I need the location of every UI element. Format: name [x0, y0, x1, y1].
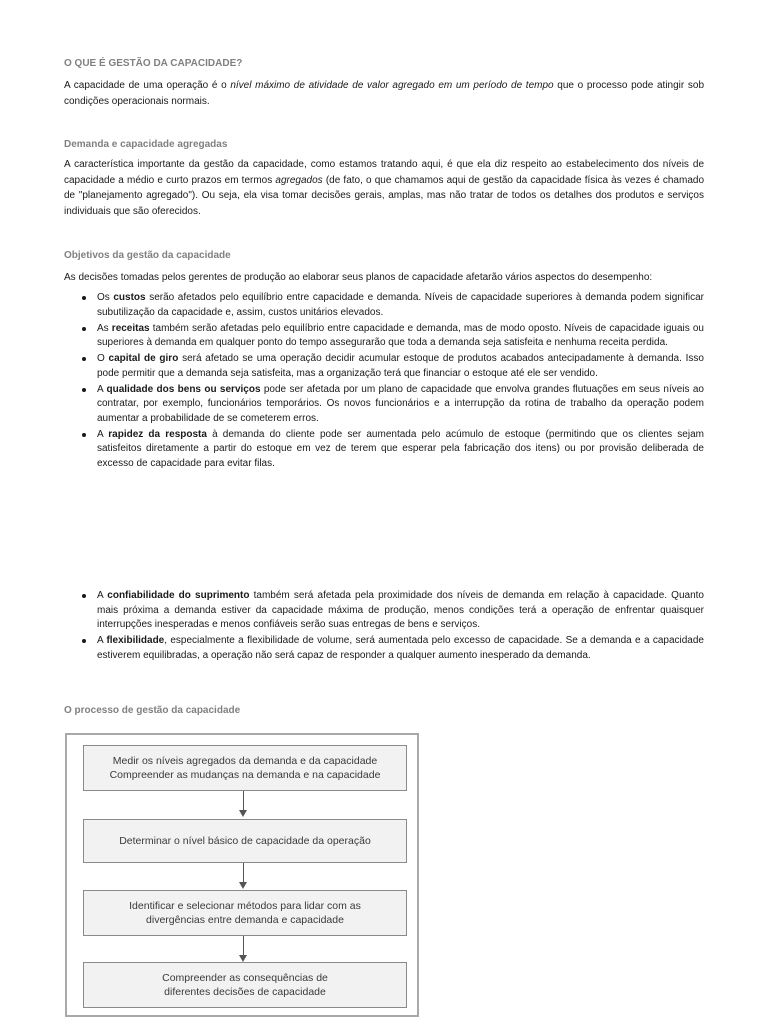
section-heading-objectives: Objetivos da gestão da capacidade — [64, 250, 231, 261]
paragraph-objectives-intro: As decisões tomadas pelos gerentes de produção ao elaborar seus planos de capacidade afetarão vários aspectos do desempenho: — [64, 272, 653, 283]
list-item: O capital de giro será afetado se uma operação decidir acumular estoque de produtos acabados antecipadamente à demanda. Isso pode permitir que a demanda seja satisfeita, mas a organização terá que financiar o estoque até ele ser vendido. — [64, 352, 704, 381]
paragraph-aggregate: A característica importante da gestão da capacidade, como estamos tratando aqui, é que ela diz respeito ao estabelecimento dos níveis de capacidade a médio e curto prazos em termos agregados (de fato, o que chamamos aqui de gestão da capacidade física às vezes é chamado de "planejamento agregado"). Ou seja, ela visa tomar decisões gerais, amplas, mas não tratar de todos os detalhes dos produtos e serviços individuais que são oferecidos. — [64, 159, 705, 217]
section-heading-what-is: O QUE É GESTÃO DA CAPACIDADE? — [64, 58, 243, 69]
list-item: As receitas também serão afetadas pelo equilíbrio entre capacidade e demanda, mas de modo oposto. Níveis de capacidade iguais ou superiores à demanda em qualquer ponto do tempo assegurarão que toda a demanda seja satisfeita e nenhuma receita perdida. — [64, 322, 704, 351]
paragraph-definition: A capacidade de uma operação é o nível máximo de atividade de valor agregado em um período de tempo que o processo pode atingir sob condições operacionais normais. — [64, 80, 705, 107]
objectives-list — [64, 291, 704, 473]
section-heading-process: O processo de gestão da capacidade — [64, 705, 241, 716]
list-item: Os custos serão afetados pelo equilíbrio entre capacidade e demanda. Níveis de capacidade superiores à demanda podem significar subutilização da capacidade e, assim, custos unitários elevados. — [64, 291, 704, 320]
process-step-1: Medir os níveis agregados da demanda e da capacidade Compreender as mudanças na demanda e na capacidade — [83, 745, 407, 791]
process-diagram — [65, 733, 419, 1017]
list-item: A qualidade dos bens ou serviços pode ser afetada por um plano de capacidade que envolva grandes flutuações em seus níveis ao contratar, por exemplo, funcionários temporários. Os novos funcionários e a interrupção da rotina de trabalho da operação podem aumentar a probabilidade de se cometerem erros. — [64, 383, 704, 427]
process-step-4: Compreender as consequências de diferentes decisões de capacidade — [83, 962, 407, 1008]
process-step-2: Determinar o nível básico de capacidade da operação — [83, 819, 407, 863]
process-step-3: Identificar e selecionar métodos para lidar com as divergências entre demanda e capacidade — [83, 890, 407, 936]
list-item: A rapidez da resposta à demanda do cliente pode ser aumentada pelo acúmulo de estoque (permitindo que os clientes sejam satisfeitos diretamente a partir do estoque em vez de terem que esperar pela fabricação dos itens) ou por provisão deliberada de excesso de capacidade para evitar filas. — [64, 428, 704, 472]
list-item: A confiabilidade do suprimento também será afetada pela proximidade dos níveis de demanda em relação à capacidade. Quanto mais próxima a demanda estiver da capacidade máxima de produção, menos condições terá a operação de enfrentar quaisquer interrupções inesperadas e menos confiáveis serão suas entregas de bens e serviços. — [64, 589, 704, 633]
list-item: A flexibilidade, especialmente a flexibilidade de volume, será aumentada pelo excesso de capacidade. Se a demanda e a capacidade estiverem equilibradas, a operação não será capaz de responder a qualquer aumento inesperado da demanda. — [64, 634, 704, 663]
objectives-list-continued — [64, 589, 704, 665]
section-heading-aggregate: Demanda e capacidade agregadas — [64, 139, 228, 150]
